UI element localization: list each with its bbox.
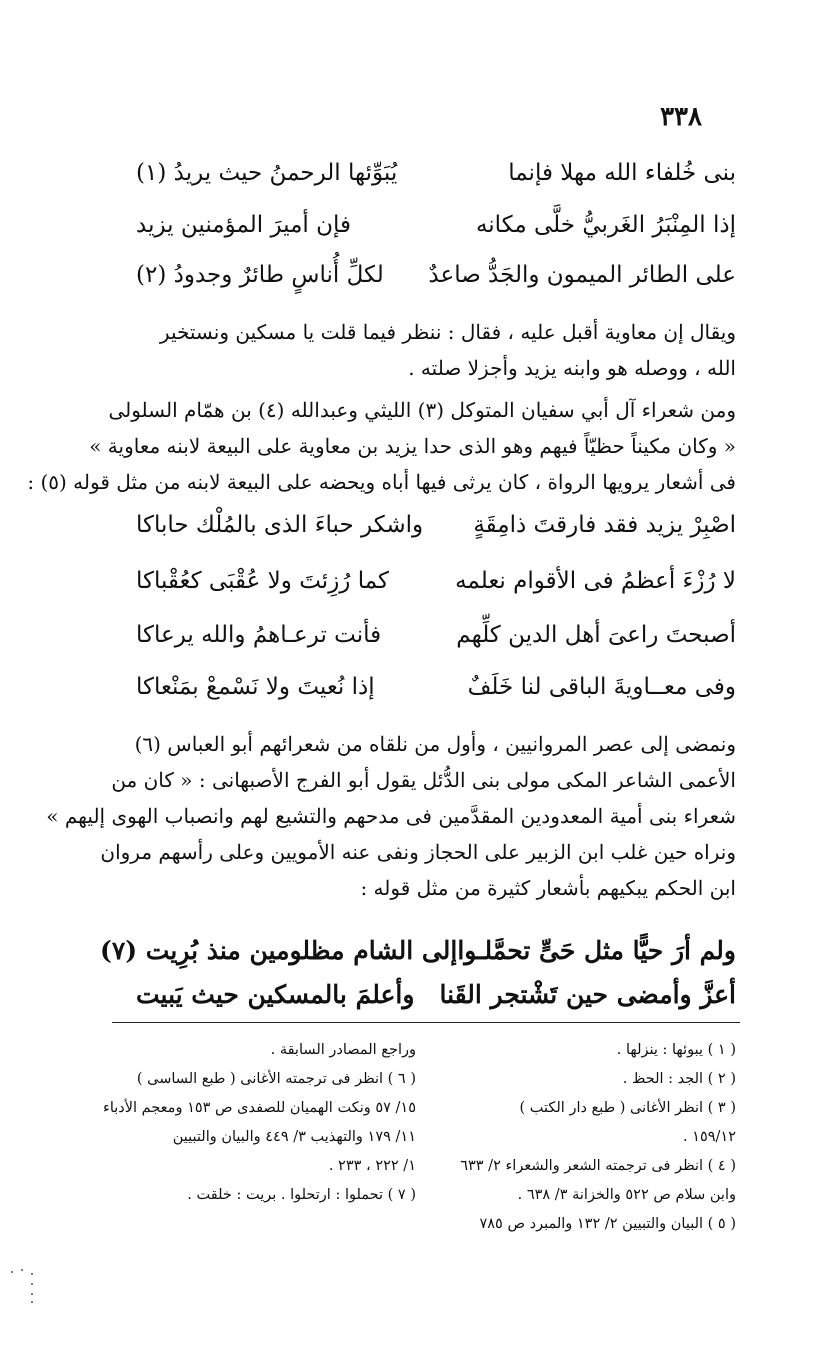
verse-line (99, 936, 736, 980)
verse-first-hemistich: على الطائر الميمون والجَدُّ صاعدٌ (428, 262, 736, 288)
footnotes-right-column (436, 1036, 736, 1239)
verse-line (136, 512, 736, 556)
verse-second-hemistich: واشكر حباءَ الذى بالمُلْك حاباكا (136, 512, 424, 538)
paragraph-line: فى أشعار يرويها الرواة ، كان يرثى فيها أباه ويحضه على البيعة لابنه من مثل قوله (٥) : (27, 470, 736, 494)
paragraph-line: الله ، ووصله هو وابنه يزيد وأجزلا صلته . (408, 356, 736, 380)
footnote-line: ١١/ ١٧٩ والتهذيب ٣/ ٤٤٩ والبيان والتبيين (172, 1129, 416, 1145)
verse-line (136, 980, 736, 1024)
verse-second-hemistich: إذا نُعيتَ ولا نَسْمعْ بمَنْعاكا (136, 674, 375, 700)
verse-second-hemistich: كما رُزِئتَ ولا عُقْبَى كعُقْباكا (136, 568, 389, 594)
verse-second-hemistich: فأنت ترعـاهمُ والله يرعاكا (136, 622, 382, 648)
verse-first-hemistich: لا رُزْءَ أعظمُ فى الأقوام نعلمه (455, 568, 736, 594)
footnote-divider (112, 1022, 740, 1023)
verse-first-hemistich: اصْبِرْ يزيد فقد فارقتَ ذامِقَةٍ (473, 512, 736, 538)
paragraph-line: ونمضى إلى عصر المروانيين ، وأول من نلقاه من شعرائهم أبو العباس (٦) (134, 732, 736, 756)
verse-line (136, 622, 736, 666)
verse-line (136, 674, 736, 718)
page-number: ٣٣٨ (660, 102, 702, 132)
footnote-line: ١٥/ ٥٧ ونكت الهميان للصفدى ص ١٥٣ ومعجم الأدباء (103, 1100, 416, 1116)
verse-line (136, 160, 736, 204)
paragraph-line: « وكان مكيناً حظيّاً فيهم وهو الذى حدا يزيد بن معاوية على البيعة لابنه معاوية » (89, 434, 736, 458)
verse-second-hemistich: فإن أميرَ المؤمنين يزيد (136, 212, 352, 238)
footnote-line: ( ٥ ) البيان والتبيين ٢/ ١٣٢ والمبرد ص ٧٨٥ (479, 1216, 736, 1232)
verse-first-hemistich: أصبحتَ راعىَ أهل الدين كلِّهم (456, 622, 736, 648)
verse-first-hemistich: وفى معــاويةَ الباقى لنا خَلَفٌ (467, 674, 736, 700)
paragraph (104, 314, 736, 386)
footnote-line: ١/ ٢٢٢ ، ٢٣٣ . (328, 1158, 416, 1174)
paragraph (46, 726, 736, 906)
footnote-line: ( ٣ ) انظر الأغانى ( طبع دار الكتب ) (519, 1100, 736, 1116)
verse-line (136, 568, 736, 612)
verse-first-hemistich: إذا المِنْبَرُ الغَربيُّ خلَّى مكانه (475, 212, 736, 238)
footnotes-left-column (103, 1036, 416, 1210)
footnote-line: ( ٦ ) انظر فى ترجمته الأغانى ( طبع الساسى ) (136, 1071, 416, 1087)
verse-line (136, 212, 736, 256)
verse-second-hemistich: وأعلمَ بالمسكين حيث يَبيت (136, 980, 415, 1009)
verse-first-hemistich: أعزَّ وأمضى حين تَشْتجر القَنا (439, 980, 736, 1009)
paragraph-line: ومن شعراء آل أبي سفيان المتوكل (٣) الليثي وعبدالله (٤) بن همّام السلولى (108, 398, 736, 422)
paragraph-line: شعراء بنى أمية المعدودين المقدَّمين فى مدحهم والتشيع لهم وانصباب الهوى إليهم » (46, 804, 736, 828)
verse-line (136, 262, 736, 306)
footnotes (104, 1036, 736, 1296)
footnote-line: وراجع المصادر السابقة . (270, 1042, 416, 1058)
paragraph-line: ويقال إن معاوية أقبل عليه ، فقال : ننظر فيما قلت يا مسكين ونستخير (159, 320, 736, 344)
paragraph-line: ابن الحكم يبكيهم بأشعار كثيرة من مثل قوله : (360, 876, 736, 900)
footnote-line: ( ٧ ) تحملوا : ارتحلوا . بريت : خلقت . (187, 1187, 416, 1203)
paragraph-line: الأعمى الشاعر المكى مولى بنى الدُّئل يقول أبو الفرج الأصبهانى : « كان من (111, 768, 736, 792)
verse-second-hemistich: إلى الشام مظلومين منذ بُرِيت (٧) (99, 936, 458, 965)
verse-second-hemistich: لكلِّ أُناسٍ طائرٌ وجدودُ (٢) (136, 262, 384, 288)
paragraph-line: ونراه حين غلب ابن الزبير على الحجاز ونفى عنه الأمويين وعلى رأسهم مروان (100, 840, 736, 864)
footnote-line: ١٥٩/١٢ . (682, 1129, 736, 1145)
paragraph (27, 392, 736, 500)
verse-second-hemistich: يُبَوِّئها الرحمنُ حيث يريدُ (١) (136, 160, 398, 186)
verse-first-hemistich: ولم أرَ حيًّا مثل حَىٍّ تحمَّلـوا (457, 936, 736, 965)
footnote-line: وابن سلام ص ٥٢٢ والخزانة ٣/ ٦٣٨ . (517, 1187, 736, 1203)
footnote-line: ( ٤ ) انظر فى ترجمته الشعر والشعراء ٢/ ٦٣٣ (460, 1158, 736, 1174)
scan-edge-marks (8, 1266, 38, 1306)
verse-first-hemistich: بنى خُلفاء الله مهلا فإنما (508, 160, 736, 186)
footnote-line: ( ٢ ) الجد : الحظ . (622, 1071, 736, 1087)
footnote-line: ( ١ ) يبوئها : ينزلها . (616, 1042, 736, 1058)
